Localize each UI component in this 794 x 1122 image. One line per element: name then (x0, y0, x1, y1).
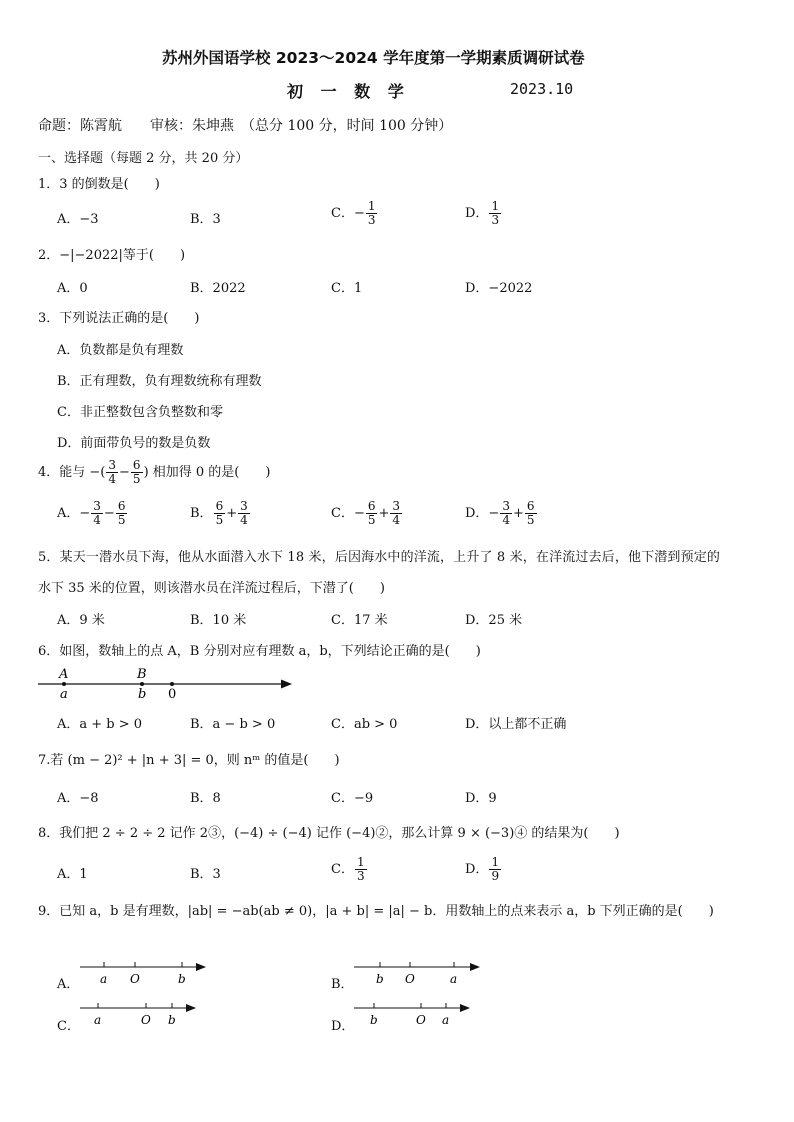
q4-b-label: B． (190, 506, 213, 521)
q5-option-c: C．17 米 (331, 613, 388, 628)
q4-d-label: D．− (465, 506, 500, 521)
q2-option-c: C．1 (331, 281, 363, 296)
q7-stem: 7.若 (m − 2)² + |n + 3| = 0，则 nᵐ 的值是( ) (38, 753, 340, 768)
q8-c-den: 3 (356, 869, 365, 883)
q9-b-label-b: b (376, 972, 384, 986)
q9-a-label-O: O (130, 972, 140, 986)
q7-option-b: B．8 (190, 791, 221, 806)
q4-b-frac2 (238, 500, 250, 527)
q9-option-a-label: A． (57, 977, 80, 992)
q3-option-d: D．前面带负号的数是负数 (57, 436, 211, 451)
q6-option-d: D．以上都不正确 (465, 717, 567, 732)
q8-c-fraction (355, 856, 367, 883)
q4-c-frac2-den: 4 (392, 513, 401, 527)
q4-stem-pre: 4．能与 −( (38, 465, 106, 480)
q9-d-label-b: b (370, 1013, 378, 1027)
q4-b-frac1-den: 5 (215, 513, 224, 527)
q4-c-frac1-num: 6 (367, 499, 376, 513)
q6-label-A: A (59, 667, 69, 682)
q4-d-frac2 (525, 500, 537, 527)
q4-c-frac1-den: 5 (367, 513, 376, 527)
q5-option-a: A．9 米 (57, 613, 105, 628)
q8-c-num: 1 (356, 855, 365, 869)
q1-stem: 1．3 的倒数是( ) (38, 177, 160, 192)
q4-a-frac1-num: 3 (93, 499, 101, 513)
q1-option-d (465, 200, 502, 227)
q4-d-op: + (512, 506, 524, 521)
q4-stem-frac2-den: 5 (132, 472, 141, 486)
q6-number-line (36, 664, 296, 702)
q5-option-b: B．10 米 (190, 613, 247, 628)
q9-a-arrow-icon (196, 963, 206, 971)
q8-option-c (331, 856, 368, 883)
q9-d-label-O: O (416, 1013, 426, 1027)
q9-option-d-number-line (350, 999, 475, 1029)
q6-point-zero (170, 682, 174, 686)
q4-option-d (465, 500, 538, 527)
q4-a-frac1-den: 4 (93, 513, 101, 527)
q7-option-c: C．−9 (331, 791, 374, 806)
q2-stem: 2．−|−2022|等于( ) (38, 248, 186, 263)
q4-b-frac1-num: 6 (215, 499, 224, 513)
q6-point-a (62, 682, 66, 686)
subject-title: 初 一 数 学 (287, 82, 410, 101)
q5-stem-line1: 5．某天一潜水员下海，他从水面潜入水下 18 米，后因海水中的洋流，上升了 8 米，在洋流过去后，他下潜到预定的 (38, 550, 721, 565)
q7-option-d: D．9 (465, 791, 497, 806)
q6-arrow-icon (281, 680, 292, 689)
q8-stem: 8．我们把 2 ÷ 2 ÷ 2 记作 2③，(−4) ÷ (−4) 记作 (−4)②，那么计算 9 × (−3)④ 的结果为( ) (38, 826, 620, 841)
authors-line: 命题：陈霄航 审核：朱坤燕 （总分 100 分，时间 100 分钟） (38, 118, 453, 134)
q4-c-frac1 (366, 500, 378, 527)
q3-option-b: B．正有理数，负有理数统称有理数 (57, 374, 262, 389)
q6-label-b: b (138, 687, 147, 702)
q9-stem: 9．已知 a，b 是有理数，|ab| = −ab(ab ≠ 0)，|a + b| = |a| − b．用数轴上的点来表示 a，b 下列正确的是( ) (38, 904, 714, 919)
q4-stem-post: ) 相加得 0 的是( ) (143, 465, 271, 480)
q1-d-label: D． (465, 206, 489, 221)
q9-a-label-b: b (178, 972, 186, 986)
q6-option-a: A．a + b > 0 (57, 717, 143, 732)
q4-stem-frac2-num: 6 (132, 458, 141, 472)
q9-option-c-label: C． (57, 1019, 80, 1034)
q6-label-a: a (60, 687, 68, 702)
q4-option-a (57, 500, 128, 527)
q8-d-num: 1 (491, 855, 500, 869)
section-title: 一、选择题（每题 2 分，共 20 分） (38, 151, 249, 166)
q1-option-a: A．−3 (57, 212, 99, 227)
q4-option-c (331, 500, 403, 527)
q4-option-b (190, 500, 251, 527)
q9-option-d-label: D． (331, 1019, 355, 1034)
q4-stem-frac1-den: 4 (108, 472, 117, 486)
q8-d-fraction (489, 856, 501, 883)
q6-point-b (140, 682, 144, 686)
q4-d-frac1-num: 3 (502, 499, 510, 513)
q9-option-a-number-line (76, 958, 211, 988)
q1-option-b: B．3 (190, 212, 221, 227)
q2-option-a: A．0 (57, 281, 88, 296)
q8-option-b: B．3 (190, 867, 221, 882)
q1-d-num: 1 (491, 199, 500, 213)
q4-c-frac2 (390, 500, 402, 527)
q9-b-label-O: O (405, 972, 415, 986)
q4-stem (38, 459, 270, 486)
q1-c-label: C．− (331, 206, 365, 221)
q6-option-b: B．a − b > 0 (190, 717, 276, 732)
q6-label-zero: 0 (168, 687, 177, 702)
paper-title: 苏州外国语学校 2023～2024 学年度第一学期素质调研试卷 (162, 49, 585, 67)
q9-option-c-number-line (76, 999, 201, 1029)
q9-c-label-a: a (94, 1013, 102, 1027)
q4-d-frac2-num: 6 (526, 499, 535, 513)
exam-date: 2023.10 (510, 80, 574, 98)
q1-c-num: 1 (367, 199, 376, 213)
q4-stem-frac1-num: 3 (108, 458, 117, 472)
q4-a-frac1 (91, 500, 103, 527)
q9-b-arrow-icon (470, 963, 480, 971)
q6-option-c: C．ab > 0 (331, 717, 398, 732)
q9-d-arrow-icon (460, 1004, 470, 1012)
q1-d-fraction (489, 200, 501, 227)
q2-option-d: D．−2022 (465, 281, 533, 296)
q9-a-label-a: a (100, 972, 108, 986)
q8-d-label: D． (465, 862, 489, 877)
q4-a-frac2-num: 6 (117, 499, 126, 513)
q4-d-frac1-den: 4 (502, 513, 510, 527)
q9-option-b-label: B． (331, 977, 354, 992)
q4-d-frac1 (500, 500, 512, 527)
q9-d-label-a: a (442, 1013, 450, 1027)
q8-d-den: 9 (491, 869, 500, 883)
q3-option-c: C．非正整数包含负整数和零 (57, 405, 223, 420)
q4-b-frac2-num: 3 (240, 499, 248, 513)
q3-option-a: A．负数都是负有理数 (57, 343, 184, 358)
q8-option-d (465, 856, 502, 883)
q4-a-op: − (103, 506, 115, 521)
q1-c-den: 3 (367, 213, 376, 227)
q4-b-frac2-den: 4 (240, 513, 248, 527)
q8-option-a: A．1 (57, 867, 88, 882)
q1-option-c (331, 200, 378, 227)
q5-option-d: D．25 米 (465, 613, 523, 628)
q9-c-label-O: O (141, 1013, 151, 1027)
q7-option-a: A．−8 (57, 791, 99, 806)
q9-b-label-a: a (450, 972, 458, 986)
q4-stem-frac1 (106, 459, 118, 486)
q4-b-op: + (226, 506, 238, 521)
q4-a-label: A．− (57, 506, 91, 521)
q4-stem-minus: − (119, 465, 130, 480)
q4-d-frac2-den: 5 (526, 513, 535, 527)
q1-c-fraction (366, 200, 378, 227)
q3-stem: 3．下列说法正确的是( ) (38, 311, 200, 326)
q6-stem: 6．如图，数轴上的点 A，B 分别对应有理数 a，b，下列结论正确的是( ) (38, 644, 481, 659)
q9-option-b-number-line (350, 958, 485, 988)
q4-b-frac1 (214, 500, 226, 527)
q4-a-frac2-den: 5 (117, 513, 126, 527)
q2-option-b: B．2022 (190, 281, 246, 296)
q4-c-label: C．− (331, 506, 365, 521)
q4-c-op: + (378, 506, 390, 521)
q6-label-B: B (137, 667, 147, 682)
q5-stem-line2: 水下 35 米的位置，则该潜水员在洋流过程后，下潜了( ) (38, 581, 385, 596)
q4-a-frac2 (116, 500, 128, 527)
q9-c-label-b: b (168, 1013, 176, 1027)
q1-d-den: 3 (491, 213, 500, 227)
q8-c-label: C． (331, 862, 354, 877)
q4-c-frac2-num: 3 (392, 499, 401, 513)
q4-stem-frac2 (131, 459, 143, 486)
q9-c-arrow-icon (186, 1004, 196, 1012)
